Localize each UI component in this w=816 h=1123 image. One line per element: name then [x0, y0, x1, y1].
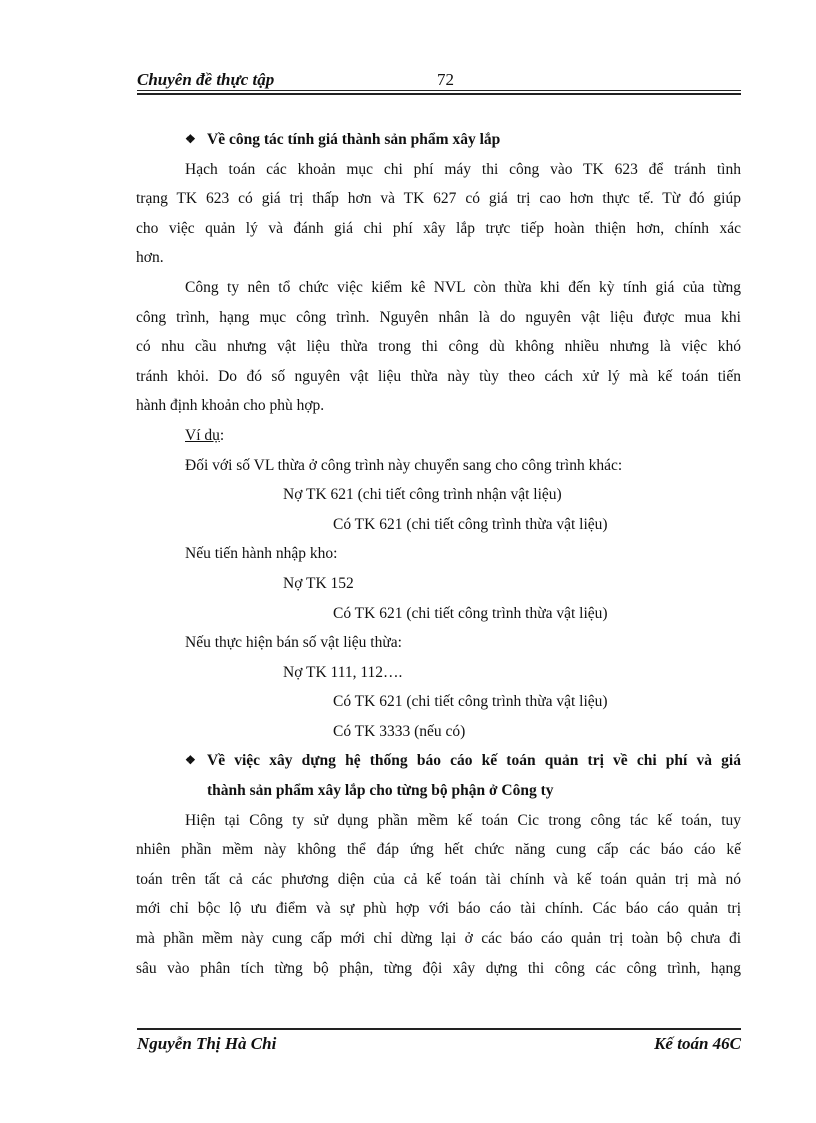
paragraph-line: cho việc quản lý và đánh giá chi phí xây lắp trực tiếp hoàn thiện hơn, chính xác [136, 219, 741, 237]
footer-class: Kế toán 46C [654, 1034, 741, 1053]
journal-debit: Nợ TK 621 (chi tiết công trình nhận vật liệu) [283, 486, 562, 504]
paragraph-line: Hiện tại Công ty sử dụng phần mềm kế toán Cic trong công tác kế toán, tuy [185, 811, 741, 829]
page-footer [137, 1034, 741, 1060]
paragraph-line: hành định khoản cho phù hợp. [136, 397, 325, 415]
footer-author: Nguyễn Thị Hà Chi [137, 1034, 277, 1053]
header-rule-thick [137, 93, 741, 95]
paragraph-line: mà phần mềm này cung cấp mới chỉ dừng lại ở các báo cáo quản trị toàn bộ chưa đi [136, 930, 741, 948]
header-rule-thin [137, 90, 741, 91]
journal-debit: Nợ TK 111, 112…. [283, 663, 403, 681]
paragraph-line: mới chỉ bộc lộ ưu điểm và sự phù hợp với báo cáo tài chính. Các báo cáo quản trị [136, 900, 741, 918]
example-intro: Nếu tiến hành nhập kho: [185, 545, 338, 563]
document-body [136, 125, 741, 983]
section-heading-2-text: Về việc xây dựng hệ thống báo cáo kế toán quản trị về chi phí và giá [207, 752, 741, 770]
section-heading-2 [136, 746, 741, 776]
section-heading-2-cont: thành sản phẩm xây lắp cho từng bộ phận ở Công ty [207, 782, 554, 800]
page-number: 72 [437, 70, 454, 89]
footer-rule [137, 1028, 741, 1030]
paragraph-line: có nhu cầu nhưng vật liệu thừa trong thi công dù không nhiều nhưng là việc khó [136, 338, 741, 356]
section-heading-1-text: Về công tác tính giá thành sản phẩm xây lắp [207, 131, 501, 148]
example-colon: : [219, 426, 225, 444]
example-label [136, 421, 741, 451]
example-intro: Nếu thực hiện bán số vật liệu thừa: [185, 634, 402, 652]
paragraph-line: trạng TK 623 có giá trị thấp hơn và TK 627 có giá trị cao hơn thực tế. Từ đó giúp [136, 190, 741, 208]
paragraph-line: hơn. [136, 249, 164, 267]
paragraph-line: công trình, hạng mục công trình. Nguyên nhân là do nguyên vật liệu được mua khi [136, 308, 741, 326]
diamond-bullet-icon: ❖ [185, 132, 196, 146]
example-label-text: Ví dụ [185, 426, 220, 444]
paragraph-line: sâu vào phân tích từng bộ phận, từng đội xây dựng thi công các công trình, hạng [136, 959, 741, 977]
journal-credit: Có TK 621 (chi tiết công trình thừa vật liệu) [333, 604, 608, 622]
paragraph-line: toán trên tất cả các phương diện của cả kế toán tài chính và kế toán quản trị mà nó [136, 870, 741, 888]
paragraph-line: Công ty nên tổ chức việc kiểm kê NVL còn thừa khi đến kỳ tính giá của từng [185, 278, 741, 296]
paragraph-line: nhiên phần mềm này không thể đáp ứng hết chức năng cung cấp các báo cáo kế [136, 841, 741, 859]
journal-credit: Có TK 621 (chi tiết công trình thừa vật liệu) [333, 515, 608, 533]
journal-credit: Có TK 621 (chi tiết công trình thừa vật liệu) [333, 693, 608, 711]
journal-debit: Nợ TK 152 [283, 574, 354, 592]
journal-credit: Có TK 3333 (nếu có) [333, 722, 466, 740]
paragraph-line: tránh khỏi. Do đó số nguyên vật liệu thừa này tùy theo cách xử lý mà kế toán tiến [136, 367, 741, 385]
section-heading-1 [136, 125, 741, 155]
diamond-bullet-icon: ❖ [185, 753, 196, 768]
paragraph-line: Hạch toán các khoản mục chi phí máy thi công vào TK 623 để tránh tình [185, 160, 741, 178]
example-intro: Đối với số VL thừa ở công trình này chuyển sang cho công trình khác: [185, 456, 623, 474]
header-title: Chuyên đề thực tập [137, 70, 275, 89]
